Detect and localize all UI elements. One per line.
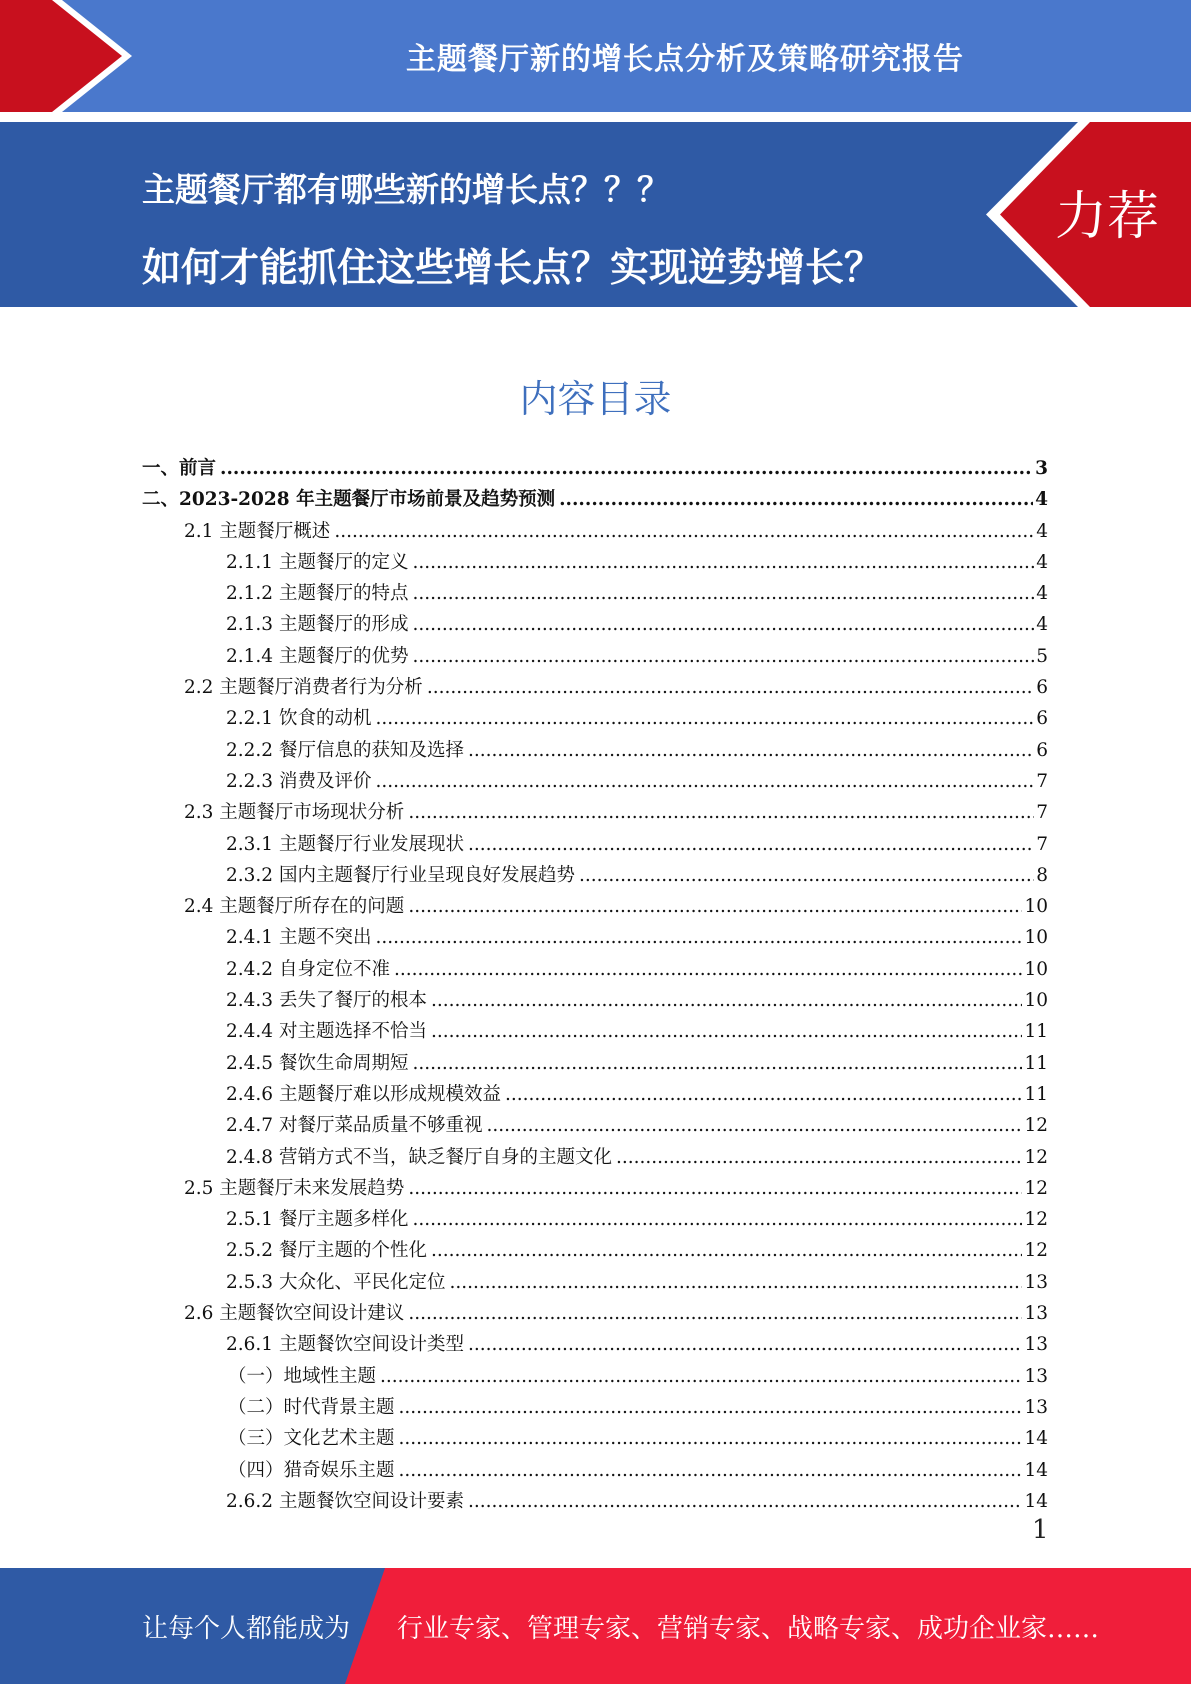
toc-dot-leader (486, 1115, 1022, 1136)
toc-entry-label: 2.2.1 饮食的动机 (226, 708, 372, 730)
toc-entry-label: 一、前言 (142, 458, 217, 479)
toc-entry-page: 12 (1024, 1177, 1048, 1199)
toc-entry[interactable] (142, 986, 1048, 1017)
toc-dot-leader (559, 489, 1033, 510)
toc-entry[interactable] (142, 642, 1048, 673)
toc-entry-page: 4 (1036, 551, 1048, 573)
toc-entry-label: 2.1.1 主题餐厅的定义 (226, 551, 409, 573)
toc-entry[interactable] (142, 1424, 1048, 1455)
toc-dot-leader (468, 740, 1034, 761)
toc-entry[interactable] (142, 1143, 1048, 1174)
footer-banner (0, 1568, 1191, 1684)
toc-entry-page: 13 (1024, 1271, 1048, 1293)
toc-entry-label: 2.4.8 营销方式不当，缺乏餐厅自身的主题文化 (226, 1146, 612, 1168)
toc-entry-page: 4 (1035, 489, 1048, 511)
toc-entry[interactable] (142, 955, 1048, 986)
toc-entry[interactable] (142, 1080, 1048, 1111)
toc-entry-page: 13 (1024, 1303, 1048, 1325)
toc-dot-leader (412, 552, 1034, 573)
toc-title: 内容目录 (519, 377, 672, 421)
toc-entry-label: （四）猎奇娱乐主题 (228, 1459, 395, 1481)
toc-entry[interactable] (142, 1174, 1048, 1205)
toc-entry-page: 7 (1036, 770, 1048, 792)
toc-entry-page: 11 (1024, 1052, 1048, 1074)
toc-entry-label: 2.5.1 餐厅主题多样化 (226, 1209, 409, 1231)
toc-entry-label: 2.4.2 自身定位不准 (226, 958, 390, 980)
toc-entry-label: 2.4.6 主题餐厅难以形成规模效益 (226, 1083, 501, 1105)
toc-dot-leader (375, 927, 1022, 948)
headline-question-1: 主题餐厅都有哪些新的增长点？？？ (142, 170, 670, 209)
toc-entry-label: 2.1.2 主题餐厅的特点 (226, 583, 409, 605)
toc-entry-page: 8 (1036, 864, 1048, 886)
toc-dot-leader (399, 1428, 1023, 1449)
toc-entry[interactable] (142, 767, 1048, 798)
toc-entry[interactable] (142, 1268, 1048, 1299)
toc-entry[interactable] (142, 704, 1048, 735)
toc-entry[interactable] (142, 1017, 1048, 1048)
toc-dot-leader (431, 1021, 1022, 1042)
toc-entry[interactable] (142, 454, 1048, 485)
toc-entry[interactable] (142, 1205, 1048, 1236)
toc-entry[interactable] (142, 892, 1048, 923)
toc-entry[interactable] (142, 579, 1048, 610)
toc-dot-leader (412, 646, 1034, 667)
toc-dot-leader (579, 865, 1034, 886)
toc-entry[interactable] (142, 673, 1048, 704)
headline-question-2: 如何才能抓住这些增长点？实现逆势增长？ (142, 246, 884, 291)
toc-entry-label: 2.5.2 餐厅主题的个性化 (226, 1240, 427, 1262)
toc-entry-page: 7 (1036, 802, 1048, 824)
toc-dot-leader (468, 834, 1034, 855)
toc-entry-page: 10 (1024, 896, 1048, 918)
toc-dot-leader (449, 1272, 1022, 1293)
toc-dot-leader (412, 1053, 1022, 1074)
toc-entry-page: 4 (1036, 583, 1048, 605)
toc-entry-label: 2.6.2 主题餐饮空间设计要素 (226, 1490, 464, 1512)
toc-entry-label: 二、2023-2028 年主题餐厅市场前景及趋势预测 (142, 489, 556, 511)
toc-dot-leader (468, 1334, 1022, 1355)
toc-entry-label: （三）文化艺术主题 (228, 1428, 395, 1450)
toc-entry-page: 13 (1024, 1365, 1048, 1387)
toc-entry[interactable] (142, 548, 1048, 579)
toc-entry-label: 2.2.3 消费及评价 (226, 770, 372, 792)
toc-entry-page: 6 (1036, 708, 1048, 730)
toc-dot-leader (375, 771, 1034, 792)
toc-dot-leader (412, 1209, 1022, 1230)
toc-entry[interactable] (142, 1299, 1048, 1330)
toc-entry-page: 4 (1036, 520, 1048, 542)
toc-entry-page: 12 (1024, 1240, 1048, 1262)
toc-entry-label: 2.4.1 主题不突出 (226, 927, 372, 949)
toc-entry-label: 2.5.3 大众化、平民化定位 (226, 1271, 446, 1293)
toc-dot-leader (399, 1397, 1023, 1418)
toc-entry[interactable] (142, 1236, 1048, 1267)
toc-entry[interactable] (142, 1330, 1048, 1361)
toc-entry-page: 3 (1035, 458, 1048, 479)
toc-dot-leader (505, 1084, 1022, 1105)
toc-dot-leader (380, 1366, 1022, 1387)
toc-entry-page: 12 (1024, 1115, 1048, 1137)
toc-entry-page: 14 (1024, 1428, 1048, 1450)
toc-entry[interactable] (142, 1362, 1048, 1393)
toc-list (142, 454, 1048, 1518)
toc-entry[interactable] (142, 1487, 1048, 1518)
toc-entry[interactable] (142, 861, 1048, 892)
toc-entry[interactable] (142, 1049, 1048, 1080)
red-chevron-decoration (0, 0, 160, 112)
toc-entry-page: 10 (1024, 958, 1048, 980)
toc-entry-page: 12 (1024, 1146, 1048, 1168)
toc-entry-label: 2.2.2 餐厅信息的获知及选择 (226, 739, 464, 761)
toc-dot-leader (431, 990, 1022, 1011)
toc-entry-label: 2.4.7 对餐厅菜品质量不够重视 (226, 1115, 483, 1137)
toc-entry-label: 2.3.2 国内主题餐厅行业呈现良好发展趋势 (226, 864, 575, 886)
toc-entry-label: 2.3 主题餐厅市场现状分析 (184, 802, 405, 824)
toc-entry-page: 11 (1024, 1083, 1048, 1105)
toc-entry-label: 2.6.1 主题餐饮空间设计类型 (226, 1334, 464, 1356)
toc-entry-label: 2.6 主题餐饮空间设计建议 (184, 1303, 405, 1325)
report-title: 主题餐厅新的增长点分析及策略研究报告 (406, 42, 964, 77)
toc-entry-page: 6 (1036, 677, 1048, 699)
toc-entry-label: 2.4.4 对主题选择不恰当 (226, 1021, 427, 1043)
top-banner (0, 0, 1191, 112)
toc-entry-page: 12 (1024, 1209, 1048, 1231)
toc-entry-page: 11 (1024, 1021, 1048, 1043)
toc-entry-page: 14 (1024, 1490, 1048, 1512)
toc-dot-leader (427, 677, 1034, 698)
toc-entry-label: （一）地域性主题 (228, 1365, 377, 1387)
toc-dot-leader (220, 458, 1033, 479)
toc-entry-label: 2.1.3 主题餐厅的形成 (226, 614, 409, 636)
toc-entry-label: 2.5 主题餐厅未来发展趋势 (184, 1177, 405, 1199)
toc-entry[interactable] (142, 1456, 1048, 1487)
toc-dot-leader (375, 708, 1034, 729)
toc-entry[interactable] (142, 923, 1048, 954)
toc-entry-page: 4 (1036, 614, 1048, 636)
toc-dot-leader (408, 1303, 1022, 1324)
toc-entry-label: 2.1.4 主题餐厅的优势 (226, 645, 409, 667)
toc-dot-leader (412, 583, 1034, 604)
toc-entry-page: 6 (1036, 739, 1048, 761)
toc-dot-leader (431, 1240, 1022, 1261)
toc-dot-leader (468, 1491, 1022, 1512)
toc-entry-page: 13 (1024, 1334, 1048, 1356)
toc-entry-page: 5 (1036, 645, 1048, 667)
toc-entry[interactable] (142, 610, 1048, 641)
toc-entry-label: 2.3.1 主题餐厅行业发展现状 (226, 833, 464, 855)
hero-banner (0, 122, 1191, 307)
toc-entry[interactable] (142, 798, 1048, 829)
toc-dot-leader (408, 896, 1022, 917)
toc-entry-label: 2.4.5 餐饮生命周期短 (226, 1052, 409, 1074)
page-number: 1 (1032, 1515, 1049, 1545)
toc-entry-page: 10 (1024, 927, 1048, 949)
toc-entry-page: 14 (1024, 1459, 1048, 1481)
toc-entry[interactable] (142, 1111, 1048, 1142)
toc-entry-label: 2.4.3 丢失了餐厅的根本 (226, 990, 427, 1012)
toc-entry-label: 2.1 主题餐厅概述 (184, 520, 331, 542)
toc-dot-leader (334, 521, 1034, 542)
toc-entry[interactable] (142, 830, 1048, 861)
footer-slogan-left: 让每个人都能成为 (142, 1613, 351, 1644)
toc-entry-label: 2.4 主题餐厅所存在的问题 (184, 896, 405, 918)
toc-dot-leader (616, 1147, 1022, 1168)
toc-entry[interactable] (142, 517, 1048, 548)
toc-dot-leader (399, 1460, 1023, 1481)
toc-entry-page: 10 (1024, 990, 1048, 1012)
toc-entry-label: （二）时代背景主题 (228, 1396, 395, 1418)
footer-slogan-right: 行业专家、管理专家、营销专家、战略专家、成功企业家…… (397, 1613, 1100, 1644)
toc-dot-leader (394, 959, 1022, 980)
toc-entry[interactable] (142, 1393, 1048, 1424)
toc-entry-label: 2.2 主题餐厅消费者行为分析 (184, 677, 423, 699)
toc-entry[interactable] (142, 736, 1048, 767)
toc-entry[interactable] (142, 485, 1048, 516)
toc-dot-leader (412, 614, 1034, 635)
recommend-label: 力荐 (1055, 187, 1160, 247)
toc-dot-leader (408, 802, 1034, 823)
toc-entry-page: 13 (1024, 1396, 1048, 1418)
toc-dot-leader (408, 1178, 1022, 1199)
toc-entry-page: 7 (1036, 833, 1048, 855)
